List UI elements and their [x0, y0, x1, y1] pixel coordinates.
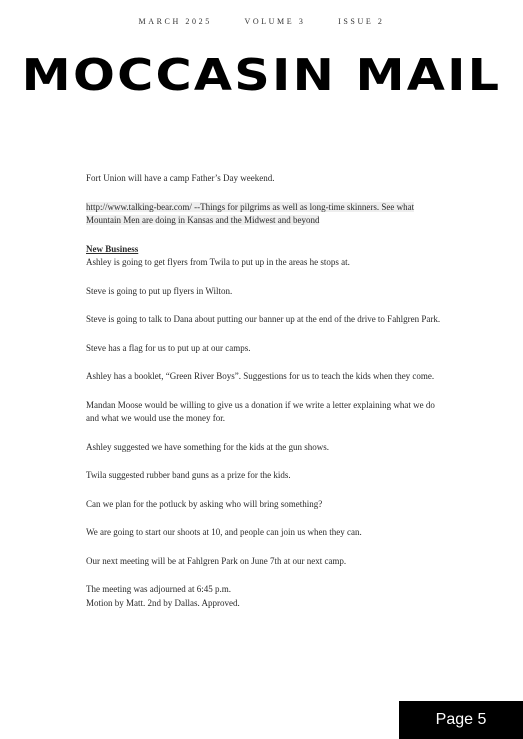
list-item: Mandan Moose would be willing to give us a donation if we write a letter explaining what we do and what we would use the money for.	[86, 399, 435, 423]
article-body	[86, 172, 446, 625]
list-item: Can we plan for the potluck by asking who will bring something?	[86, 498, 323, 509]
new-business-heading: New Business	[86, 243, 139, 254]
list-item: Ashley is going to get flyers from Twila to put up in the areas he stops at.	[86, 257, 350, 267]
issue-volume: VOLUME 3	[244, 17, 306, 26]
adjourned-note: The meeting was adjourned at 6:45 p.m.	[86, 584, 231, 594]
list-item: Twila suggested rubber band guns as a prize for the kids.	[86, 470, 291, 480]
link-description: --Things for pilgrims as well as long-time skinners. See what Mountain Men are doing in Kansas and the Midwest and beyond	[86, 201, 415, 225]
list-item: Steve is going to talk to Dana about putting our banner up at the end of the drive to Fahlgren Park.	[86, 314, 441, 324]
issue-info	[0, 17, 523, 26]
newsletter-title: MOCCASIN MAIL	[21, 50, 502, 101]
list-item: We are going to start our shoots at 10, and people can join us when they can.	[86, 527, 362, 537]
page-number-badge	[399, 701, 523, 739]
list-item: Ashley suggested we have something for the kids at the gun shows.	[86, 441, 329, 452]
link-paragraph	[86, 201, 446, 228]
intro-paragraph: Fort Union will have a camp Father’s Day weekend.	[86, 173, 275, 183]
page-number: Page 5	[435, 711, 487, 728]
issue-date: MARCH 2025	[138, 17, 212, 26]
website-link[interactable]: http://www.talking-bear.com/	[86, 201, 192, 212]
motion-note: Motion by Matt. 2nd by Dallas. Approved.	[86, 597, 240, 608]
issue-number: ISSUE 2	[338, 17, 385, 26]
list-item: Steve is going to put up flyers in Wilton.	[86, 285, 233, 296]
list-item: Our next meeting will be at Fahlgren Park on June 7th at our next camp.	[86, 555, 347, 566]
list-item: Ashley has a booklet, “Green River Boys”. Suggestions for us to teach the kids when they come.	[86, 371, 435, 381]
list-item: Steve has a flag for us to put up at our camps.	[86, 342, 251, 353]
